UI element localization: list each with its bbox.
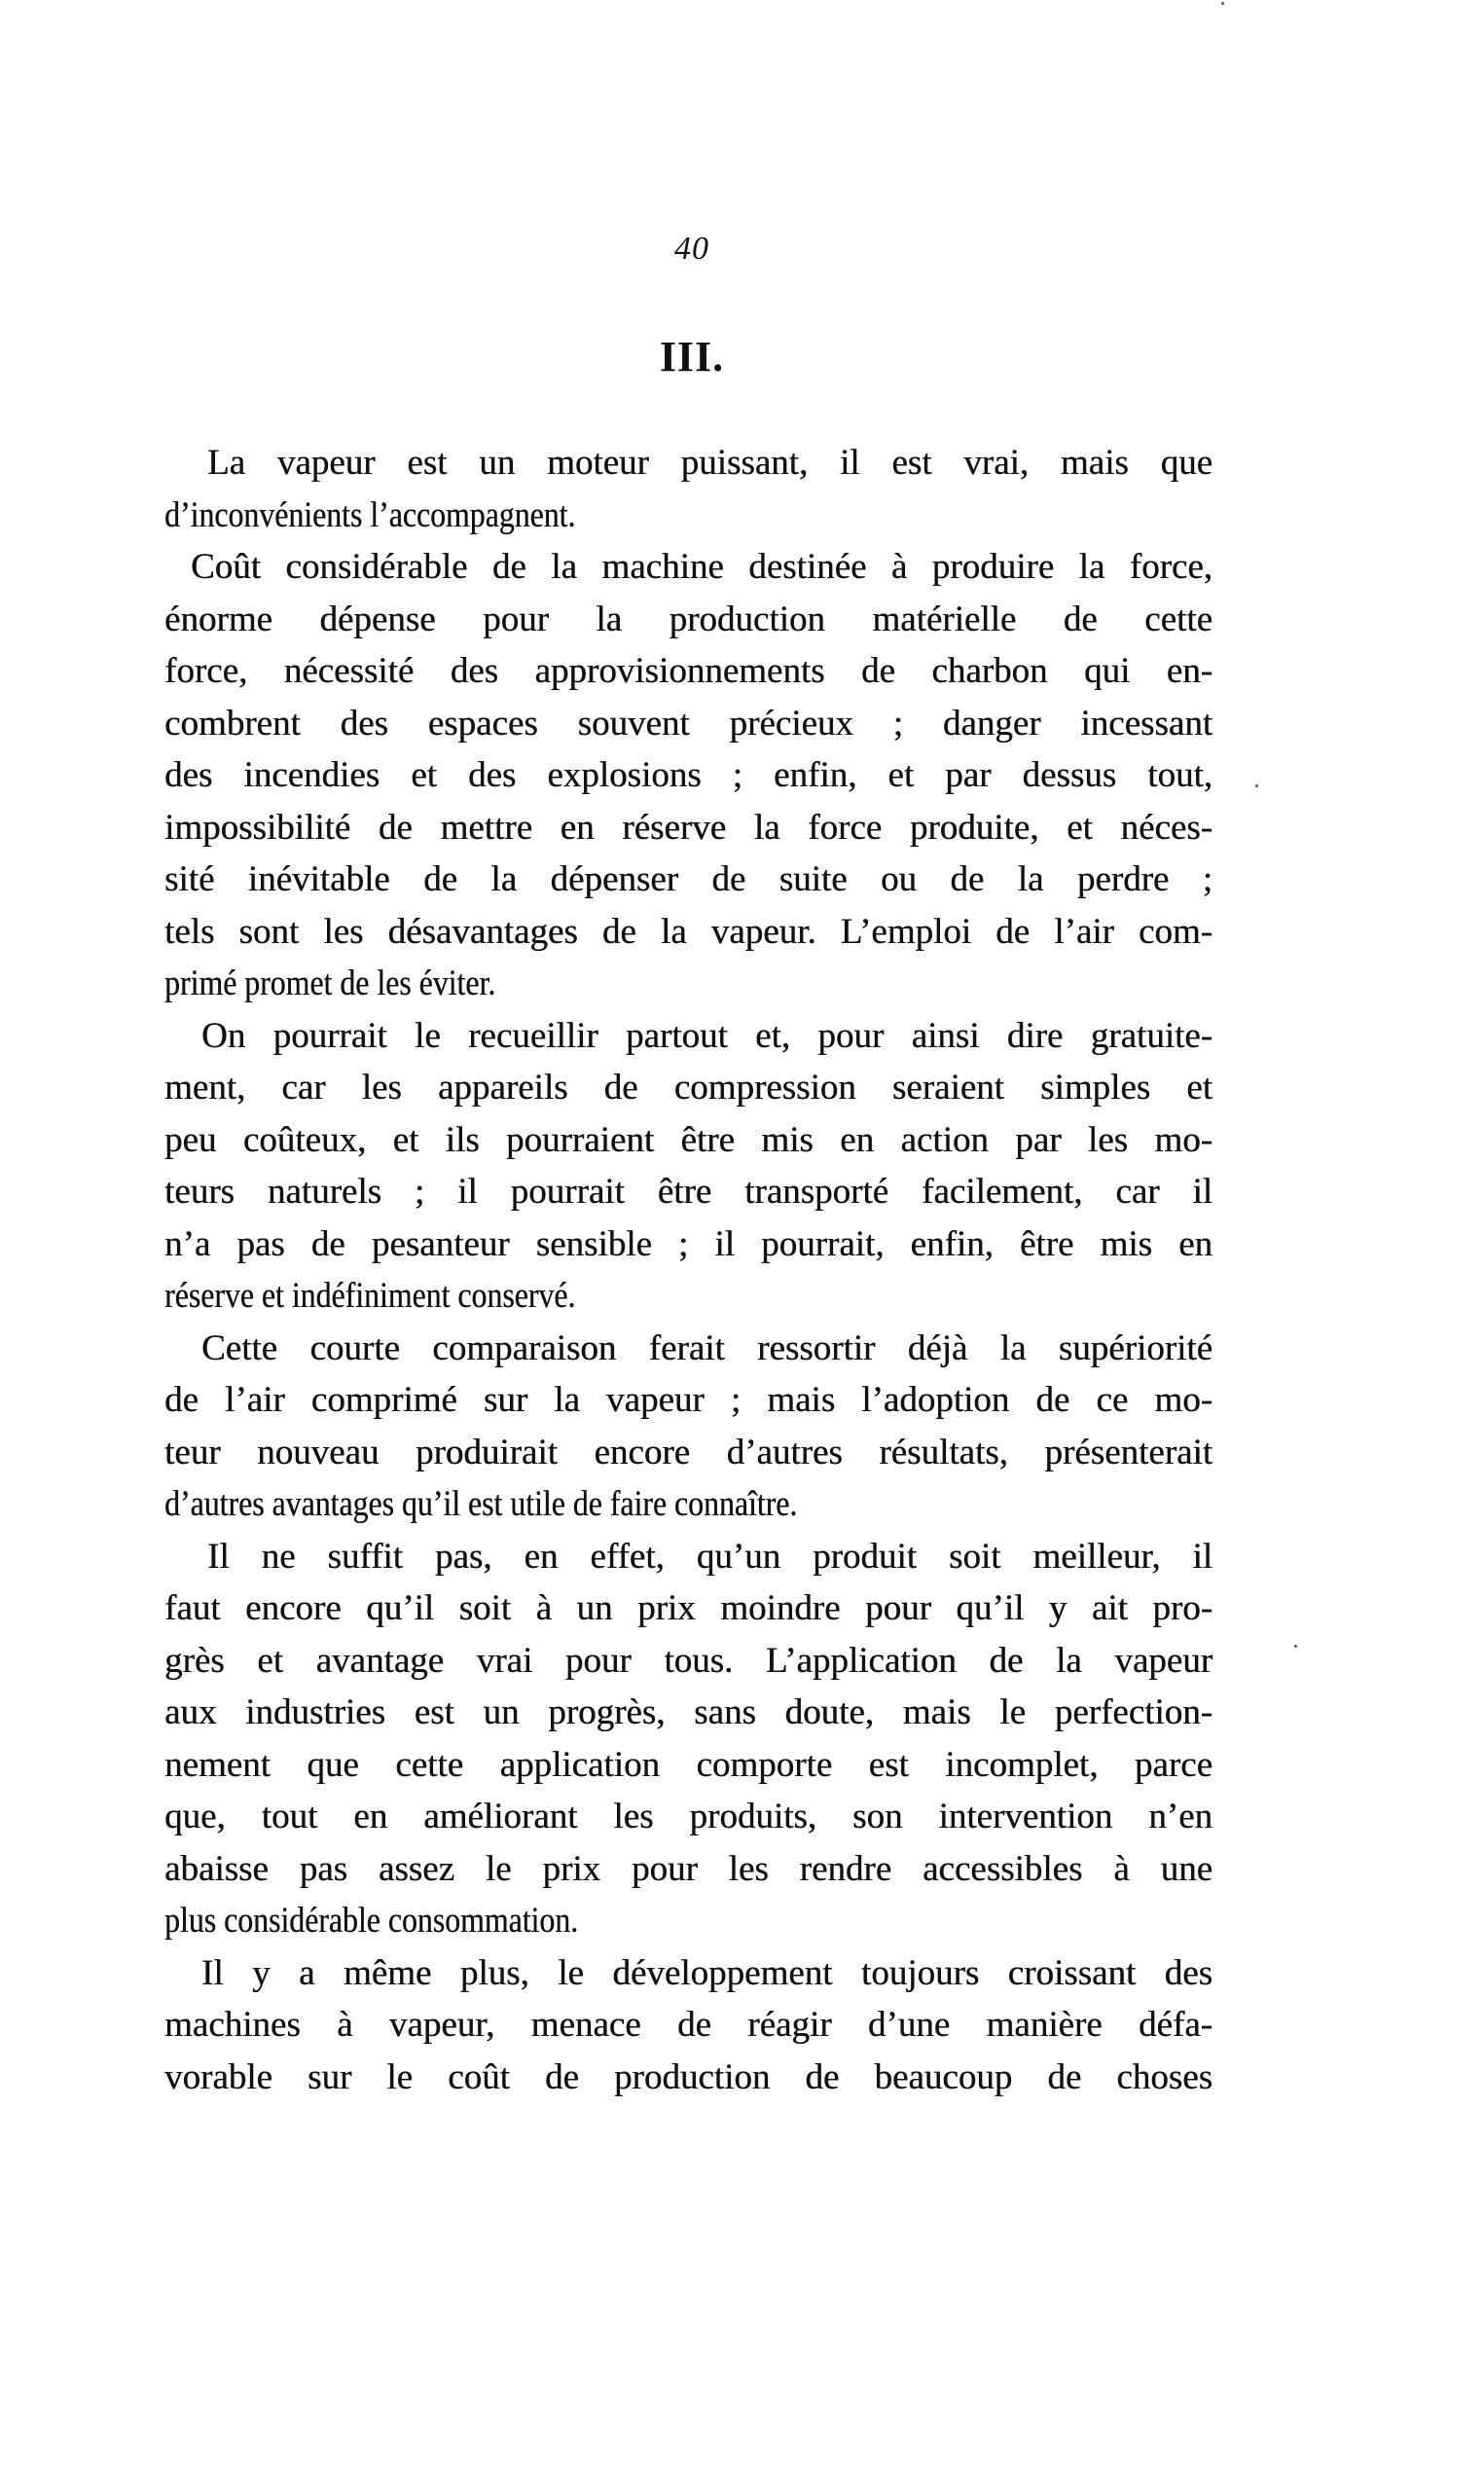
text-line: Coût considérable de la machine destinée à produire la force, [191,547,1213,587]
text-line: que, tout en améliorant les produits, son intervention n’en [164,1797,1213,1836]
scan-speck [1255,784,1258,787]
text-line: primé promet de les éviter. [164,963,496,1003]
text-line: ment, car les appareils de compression seraient simples et [164,1068,1213,1108]
text-line: faut encore qu’il soit à un prix moindre pour qu’il y ait pro- [164,1588,1213,1628]
text-line: tels sont les désavantages de la vapeur. L’emploi de l’air com- [164,911,1213,952]
text-line: plus considérable consommation. [164,1901,579,1941]
paragraph [164,1531,1213,1947]
text-line: n’a pas de pesanteur sensible ; il pourrait, enfin, être mis en [164,1223,1213,1264]
text-line: Cette courte comparaison ferait ressortir déjà la supériorité [201,1327,1213,1368]
page-number: 40 [674,231,709,267]
text-line: grès et avantage vrai pour tous. L’application de la vapeur [164,1640,1213,1681]
text-line: des incendies et des explosions ; enfin, et par dessus tout, [164,755,1213,795]
scan-speck [1221,2,1224,5]
text-line: machines à vapeur, menace de réagir d’une manière défa- [164,2005,1213,2045]
text-line: teur nouveau produirait encore d’autres résultats, présenterait [164,1432,1213,1472]
text-line: peu coûteux, et ils pourraient être mis en action par les mo- [164,1119,1213,1160]
paragraph [164,541,1213,1010]
text-line: Il ne suffit pas, en effet, qu’un produit soit meilleur, il [207,1536,1213,1577]
text-line: Il y a même plus, le développement toujours croissant des [201,1952,1213,1993]
text-line: aux industries est un progrès, sans doute, mais le perfection- [164,1692,1213,1732]
scan-speck [1294,1645,1297,1648]
text-line: nement que cette application comporte est incomplet, parce [164,1744,1213,1785]
text-line: force, nécessité des approvisionnements de charbon qui en- [164,651,1213,691]
section-heading: III. [659,333,725,381]
body-text [164,437,1213,2103]
text-line: La vapeur est un moteur puissant, il est vrai, mais que [207,443,1213,483]
text-line: énorme dépense pour la production matérielle de cette [164,599,1213,639]
text-line: vorable sur le coût de production de beaucoup de choses [164,2056,1213,2097]
text-line: impossibilité de mettre en réserve la force produite, et néces- [164,807,1213,848]
text-line: sité inévitable de la dépenser de suite ou de la perdre ; [164,859,1213,899]
paragraph [164,1947,1213,2104]
text-line: d’inconvénients l’accompagnent. [164,494,576,535]
paragraph [164,1323,1213,1531]
paragraph [164,1010,1213,1323]
text-line: réserve et indéfiniment conservé. [164,1276,576,1316]
text-line: d’autres avantages qu’il est utile de faire connaître. [164,1484,798,1524]
text-line: combrent des espaces souvent précieux ; danger incessant [164,703,1213,744]
text-line: On pourrait le recueillir partout et, pour ainsi dire gratuite- [201,1015,1213,1056]
text-line: abaisse pas assez le prix pour les rendre accessibles à une [164,1848,1213,1889]
text-line: teurs naturels ; il pourrait être transporté facilement, car il [164,1172,1213,1212]
text-line: de l’air comprimé sur la vapeur ; mais l’adoption de ce mo- [164,1380,1213,1420]
paragraph [164,437,1213,541]
